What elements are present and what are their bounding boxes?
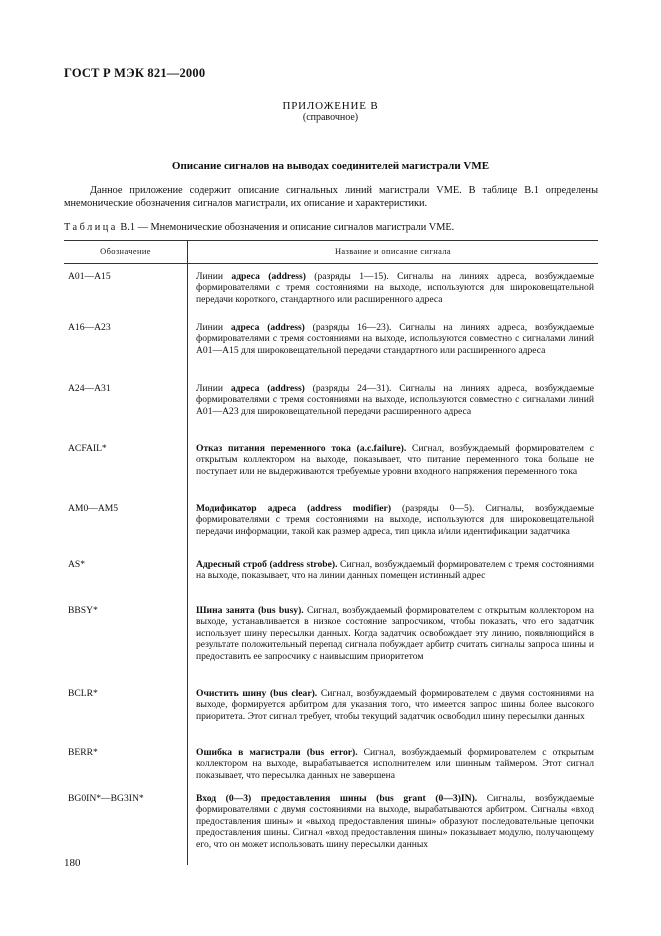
signal-description [188, 264, 599, 323]
description-text: (разряды 0—5). Сигналы, возбуждаемые формирователями с тремя состояниями на выходе, используются для широковещательной передачи информации, такой как размер адреса, тип цикла и/или идентификации задатчика [196, 503, 594, 537]
signal-description [188, 605, 599, 688]
column-header-description: Название и описание сигнала [188, 241, 599, 264]
signal-code: ACFAIL* [64, 443, 188, 503]
description-prefix: Линии [196, 271, 232, 282]
page-number: 180 [64, 857, 81, 869]
table-row [64, 559, 598, 605]
description-text: Сигналы, возбуждаемые формирователями с двумя состояниями на выходе, вырабатываются арбитром. Сигналы «вход предоставления шины» и «выход предоставления шины» образуют последовательные цепочки предоставления шины. Сигнал «вход предоставления шины» показывает модулю, получающему его, что он может использовать шину пересылки данных [196, 793, 594, 850]
description-text: (разряды 24—31). Сигналы на линиях адреса, возбуждаемые формирователями с тремя состояниями на выходе, используются совместно с сигналами линий A01—A23 для широковещательной передачи расширенного адреса [196, 383, 594, 417]
intro-paragraph: Данное приложение содержит описание сигнальных линий магистрали VME. В таблице В.1 определены мнемонические обозначения сигналов магистрали, их описание и характеристики. [64, 185, 598, 209]
signal-code: AS* [64, 559, 188, 605]
description-prefix: Линии [196, 322, 231, 333]
signal-term: Адресный строб (address strobe). [196, 559, 338, 570]
signal-description [188, 503, 599, 559]
signal-term: адреса (address) [231, 271, 306, 282]
signal-code: BBSY* [64, 605, 188, 688]
table-caption-text: В.1 — Мнемонические обозначения и описание сигналов магистрали VME. [117, 222, 455, 233]
table-caption [64, 222, 598, 233]
description-text: (разряды 1—15). Сигналы на линиях адреса, возбуждаемые формирователями с тремя состояниями на выходе, используются для широковещательной передачи короткого, стандартного или расширенного адреса [196, 271, 594, 305]
table-caption-label: Таблица [64, 222, 118, 233]
column-header-code: Обозначение [64, 241, 188, 264]
table-row [64, 747, 598, 793]
table-row [64, 688, 598, 747]
signal-description [188, 443, 599, 503]
signal-term: Модификатор адреса (address modifier) [196, 503, 392, 514]
description-prefix: Линии [196, 383, 231, 394]
signal-code: A24—A31 [64, 383, 188, 443]
description-text: (разряды 16—23). Сигналы на линиях адреса, возбуждаемые формирователями с тремя состояниями на выходе, используются совместно с сигналами линий A01—A15 для широковещательной передачи стандартного или расширенного адреса [196, 322, 594, 356]
table-row [64, 443, 598, 503]
signal-description [188, 383, 599, 443]
table-row [64, 503, 598, 559]
signal-term: Отказ питания переменного тока (a.c.failure). [196, 443, 407, 454]
signal-term: Шина занята (bus busy). [196, 605, 304, 616]
standard-header: ГОСТ Р МЭК 821—2000 [64, 66, 206, 80]
description-text: Сигнал, возбуждаемый формирователем с тремя состояниями на выходе, показывает, что на линии данных помещен истинный адрес [196, 559, 594, 582]
signal-term: адреса (address) [230, 383, 305, 394]
table-header-row [64, 241, 598, 264]
signal-term: Очистить шину (bus clear). [196, 688, 318, 699]
table-row [64, 793, 598, 865]
signal-code: BERR* [64, 747, 188, 793]
signal-term: адреса (address) [230, 322, 305, 333]
description-text: Сигнал, возбуждаемый формирователем с открытым коллектором на выходе, устанавливается в низкое состояние запросчиком, чтобы показать, что его задатчик использует шину пересылки данных. Когда задатчик освобождает эту линию, появляющийся в результате положительный перепад сигнала побуждает арбитр считать сигналы запроса шины и предоставить ее запросчику с наивысшим приоритетом [196, 605, 594, 662]
signal-description [188, 747, 599, 793]
signal-code: BCLR* [64, 688, 188, 747]
table-row [64, 383, 598, 443]
signal-code: A01—A15 [64, 264, 188, 323]
appendix-title: ПРИЛОЖЕНИЕ В [282, 100, 379, 112]
table-row [64, 322, 598, 383]
signals-table [64, 240, 598, 865]
table-row [64, 264, 598, 323]
signal-code: BG0IN*—BG3IN* [64, 793, 188, 865]
description-text: Сигнал, возбуждаемый формирователем с двумя состояниями на выходе, формируется арбитром для указания того, что имеется запрос шины более высокого приоритета. Этот сигнал требует, чтобы текущий задатчик освободил шину пересылки данных [196, 688, 594, 722]
table-row [64, 605, 598, 688]
signal-code: A16—A23 [64, 322, 188, 383]
signal-description [188, 322, 599, 383]
signal-description [188, 559, 599, 605]
signal-code: AM0—AM5 [64, 503, 188, 559]
section-title: Описание сигналов на выводах соединителей магистрали VME [171, 160, 490, 172]
signal-description [188, 688, 599, 747]
signal-description [188, 793, 599, 865]
signal-term: Вход (0—3) предоставления шины (bus grant (0—3)IN). [196, 793, 478, 804]
appendix-subtitle: (справочное) [302, 112, 359, 123]
description-text: Сигнал, возбуждаемый формирователем с открытым коллектором на выходе, вырабатывается исполнителем или шинным таймером. Этот сигнал показывает, что пересылка данных не завершена [196, 747, 595, 781]
description-text: Сигнал, возбуждаемый формирователем с открытым коллектором на выходе, показывает, что питание переменного тока больше не поступает или не выдерживаются требуемые уровни входного напряжения переменного тока [196, 443, 594, 477]
signal-term: Ошибка в магистрали (bus error). [196, 747, 358, 758]
